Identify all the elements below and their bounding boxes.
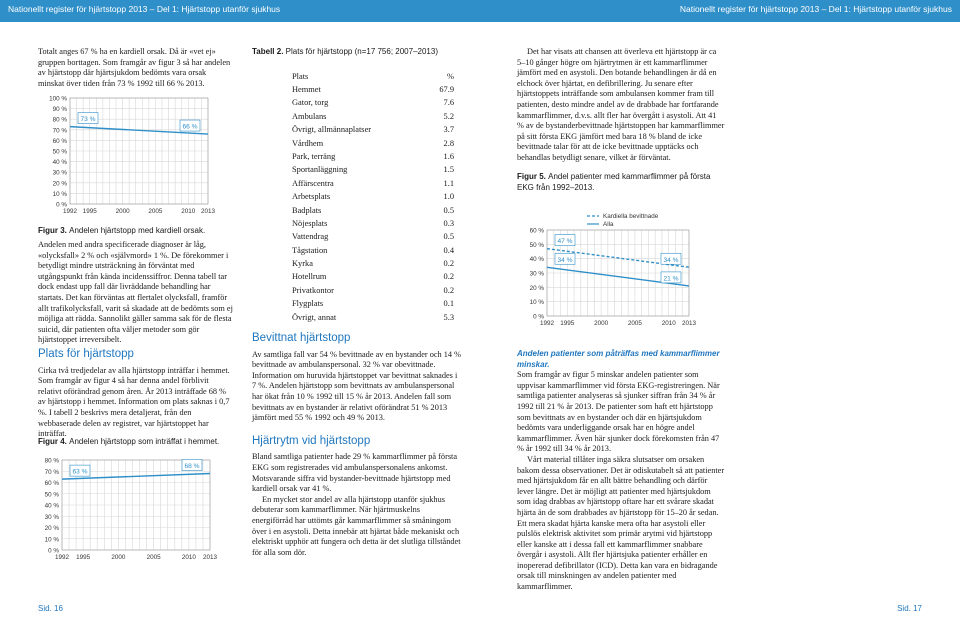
table-cell-place: Badplats — [292, 205, 322, 215]
column-3-top — [517, 47, 725, 164]
figure-5-chart — [517, 200, 707, 332]
table-cell-place: Hemmet — [292, 84, 321, 94]
witnessed-heading: Bevittnat hjärtstopp — [252, 332, 351, 344]
table-cell-percent: 67.9 — [439, 84, 454, 94]
y-tick-label: 60 % — [52, 137, 67, 145]
col3-body3: Vårt material tillåter inga säkra slutsatser om orsaken bakom dessa observationer. Det är odiskutabelt så att patienter med hjärtsjukdom får en allt bättre behandling och därför lever längre. Det är möjligt att patienter med hjärtsjukdom som idag drabbas av hjärtstopp oftare har ett svårare skadat hjärta än de som drabbades av hjärtstopp för 15–20 år sedan. Ett mera skadat hjärta kanske mera ofta har asystoli eller pulslös elektrisk aktivitet som primär arytmi vid hjärtstopp eller kanske att i dessa fall ett kammarflimmer snabbare övergår i asystoli. Allt fler hjärtsjuka patienter erhåller en inopererad defibrillator (ICD). Detta kan vara en bidragande orsak till minskningen av andelen patienter med kammarflimmer. — [517, 454, 725, 592]
table-row — [292, 206, 454, 219]
table-cell-place: Arbetsplats — [292, 192, 331, 202]
y-tick-label: 60 % — [44, 480, 59, 487]
x-tick-label: 2000 — [115, 208, 130, 215]
table-row — [292, 246, 454, 259]
table-row — [292, 139, 454, 152]
y-tick-label: 20 % — [529, 284, 544, 292]
table-cell-percent: 0.2 — [443, 285, 454, 295]
table-cell-place: Tågstation — [292, 245, 328, 255]
witnessed-body: Av samtliga fall var 54 % bevittnade av en bystander och 14 % bevittnade av ambulanspersonal. 32 % var obevittnade. Information om huruvida hjärtstoppet var bevittnat saknades i 7 %. Andelen hjärtstopp som bevittnats av ambulanspersonal har ökat från 10 % 1992 till 15 % år 2013. Andelen fall som bevittnats av en bystander är relativt oförändrat 51 % 2013 jämfört med 55 % 1992 och 49 % 2013. — [252, 349, 462, 423]
y-tick-label: 10 % — [529, 299, 544, 307]
figure-4-caption — [38, 437, 238, 448]
col3-body1: Det har visats att chansen att överleva ett hjärtstopp är ca 5–10 gånger högre om hjärtrytmen är ett kammarflimmer jämfört med en asystoli. Den botande behandlingen är då en elchock över hjärtat, en defibrillering. Ju senare efter hjärtstoppets inträffande som ambulansen kommer fram till patienten, desto mindre andel av de drabbade har fortfarande kammarflimmer, d.v.s. allt fler har övergått i asystoli. Att 41 % av de bystanderbevittnade hjärtstoppen har kammarflimmer på sitt första EKG jämfört med bara 18 % bland de icke bevittnade talar för att de icke bevittnade upptäcks och behandlas betydligt senare, vilket är förväntat. — [517, 47, 725, 162]
y-tick-label: 40 % — [529, 256, 544, 264]
figure-3-caption-text: Andelen hjärtstopp med kardiell orsak. — [69, 226, 206, 235]
y-tick-label: 10 % — [52, 190, 67, 198]
header-right-title: Nationellt register för hjärtstopp 2013 – Del 1: Hjärtstopp utanför sjukhus — [679, 4, 952, 14]
x-tick-label: 1995 — [560, 320, 575, 327]
table-cell-place: Privatkontor — [292, 285, 334, 295]
y-tick-label: 80 % — [52, 116, 67, 124]
data-label: 34 % — [557, 256, 573, 264]
data-label: 34 % — [663, 256, 679, 264]
table-cell-place: Ambulans — [292, 111, 327, 121]
x-tick-label: 2013 — [681, 320, 697, 327]
table-row — [292, 98, 454, 111]
legend-label: Kardiella bevittnade — [603, 213, 659, 221]
table-cell-percent: 7.6 — [443, 98, 454, 108]
table-row — [292, 112, 454, 125]
table-cell-percent: 0.3 — [443, 218, 454, 228]
x-tick-label: 2010 — [661, 320, 676, 327]
page-number-left: Sid. 16 — [38, 604, 63, 613]
page-header-band — [0, 0, 960, 22]
table-cell-percent: 5.3 — [443, 312, 454, 322]
y-tick-label: 20 % — [52, 180, 67, 188]
x-tick-label: 2005 — [146, 554, 161, 561]
table-cell-percent: 1.0 — [443, 192, 454, 202]
table-row — [292, 192, 454, 205]
x-tick-label: 2010 — [181, 208, 196, 215]
table-cell-percent: 0.1 — [443, 299, 454, 309]
column-3-bottom — [517, 349, 725, 593]
col3-body2: Som framgår av figur 5 minskar andelen patienter som uppvisar kammarflimmer vid första EKG-registreringen. När samtliga patienter analyseras så sjunker siffran från 34 % år 1992 till 21 % år 2013. De patienter som haft ett hjärtstopp som bevittnats av en bystander och där en hjärtsjukdom bedömts vara underliggande orsak har en högre andel kammarflimmer. Även här sjunker dock förekomsten från 47 % år 1992 till 34 % år 2013. — [517, 370, 720, 454]
col1-body-text: Andelen med andra specificerade diagnoser är låg, «olycksfall» 2 % och «självmord» 1 %. De förekommer i betydligt mindre utsträckning än förväntat med utgångspunkt från kända incidenssiffror. Denna tabell tar dock endast upp fall där livräddande behandling har startats. Det kan förväntas att flertalet olycksfall, framför allt trafikolycksfall, varit så skadade att de bedömts som ej möjliga att rädda. Sannolikt gäller samma sak för de flesta suicid, där patienten ofta väljer metoder som gör hjärtstoppet irreversibelt. — [38, 240, 233, 345]
y-tick-label: 90 % — [52, 106, 67, 114]
table-cell-percent: 0.5 — [443, 205, 454, 215]
figure-5-caption — [517, 172, 725, 193]
table-row — [292, 179, 454, 192]
x-tick-label: 2010 — [181, 554, 196, 561]
table-cell-percent: 0.4 — [443, 245, 454, 255]
table-cell-percent: 0.5 — [443, 232, 454, 242]
table-cell-place: Kyrka — [292, 259, 313, 269]
data-label: 68 % — [184, 463, 200, 470]
table-cell-place: Sportanläggning — [292, 165, 348, 175]
rhythm-heading: Hjärtrytm vid hjärtstopp — [252, 434, 371, 447]
column-2-text — [252, 333, 462, 558]
figure-4-label: Figur 4. — [38, 437, 67, 446]
rhythm-body-2: En mycket stor andel av alla hjärtstopp utanför sjukhus debuterar som kammarflimmer. När hjärtmuskelns energiförråd har uttömts går kammarflimmer så småningom över i en asystoli. Detta innebär att hjärtat både mekaniskt och elektriskt upphör att fungera och detta är det slutliga tillståndet för alla som dör. — [252, 494, 461, 557]
y-tick-label: 100 % — [49, 95, 67, 103]
table-cell-place: Övrigt, annat — [292, 312, 337, 322]
page-number-right: Sid. 17 — [897, 604, 922, 613]
col1-body2-text: Cirka två tredjedelar av alla hjärtstopp inträffar i hemmet. Som framgår av figur 4 så har denna andel förblivit relativt oförändrad genom åren. År 2013 inträffade 68 % av hjärtstopp i hemmet. Information om plats saknas i 0,7 %. I tabell 2 beskrivs mera detaljerat, från den webbaserade delen av registret, var hjärtstoppet har inträffat. — [38, 365, 230, 439]
place-heading: Plats för hjärtstopp — [38, 348, 134, 360]
table-header-row — [292, 72, 454, 85]
y-tick-label: 20 % — [44, 525, 59, 532]
col1-intro: Totalt anges 67 % ha en kardiell orsak. Då är «vet ej» gruppen borttagen. Som framgår av figur 3 så har andelen av hjärtstopp där hjärtsjukdom bedömts vara orsak minskat över tiden från 73 % 1992 till 66 % 2013. — [38, 47, 231, 88]
header-percent: % — [447, 71, 454, 81]
table-cell-percent: 1.6 — [443, 151, 454, 161]
y-tick-label: 30 % — [529, 270, 544, 278]
data-label: 21 % — [663, 275, 679, 283]
y-tick-label: 30 % — [52, 169, 67, 177]
table-cell-percent: 1.1 — [443, 178, 454, 188]
x-tick-label: 1992 — [62, 208, 78, 215]
table-row — [292, 286, 454, 299]
header-place: Plats — [292, 71, 309, 81]
y-tick-label: 50 % — [52, 148, 67, 156]
table-cell-place: Gator, torg — [292, 98, 329, 108]
y-tick-label: 50 % — [44, 491, 59, 499]
figure-5-label: Figur 5. — [517, 172, 546, 181]
x-tick-label: 2005 — [148, 208, 163, 215]
header-left-title: Nationellt register för hjärtstopp 2013 – Del 1: Hjärtstopp utanför sjukhus — [8, 4, 281, 14]
table-row — [292, 272, 454, 285]
x-tick-label: 2013 — [202, 554, 218, 561]
col1-body — [38, 240, 233, 346]
table-cell-place: Affärscentra — [292, 178, 334, 188]
rhythm-body: Bland samtliga patienter hade 29 % kammarflimmer på första EKG som registrerades vid ambulanspersonalens ankomst. Motsvarande siffra vid bystander-bevittnade hjärtstopp med kardiell orsak var 41 %. — [252, 452, 458, 494]
figure-3-caption — [38, 226, 238, 237]
x-tick-label: 2013 — [200, 208, 216, 215]
legend-label: Alla — [603, 221, 614, 229]
table-cell-percent: 0.2 — [443, 272, 454, 282]
table-row — [292, 152, 454, 165]
y-tick-label: 70 % — [44, 468, 59, 476]
y-tick-label: 50 % — [529, 241, 544, 249]
table-2 — [252, 47, 462, 326]
table-cell-percent: 2.8 — [443, 138, 454, 148]
table-cell-percent: 5.2 — [443, 111, 454, 121]
x-tick-label: 1995 — [82, 208, 97, 215]
x-tick-label: 2005 — [627, 320, 642, 327]
y-tick-label: 10 % — [44, 536, 59, 544]
y-tick-label: 0 % — [533, 313, 544, 321]
table-cell-place: Övrigt, allmännaplatser — [292, 125, 372, 135]
figure-3-label: Figur 3. — [38, 226, 67, 235]
y-tick-label: 30 % — [44, 513, 59, 521]
y-tick-label: 0 % — [48, 547, 59, 555]
x-tick-label: 2000 — [594, 320, 609, 327]
y-tick-label: 60 % — [529, 227, 544, 235]
figure-4-chart — [38, 456, 233, 564]
table-2-label: Tabell 2. — [252, 47, 284, 56]
table-row — [292, 299, 454, 312]
table-row — [292, 125, 454, 138]
vf-subheading: Andelen patienter som påträffas med kammarflimmer minskar. — [517, 349, 720, 369]
table-cell-place: Park, terräng — [292, 151, 336, 161]
y-tick-label: 80 % — [44, 457, 59, 465]
x-tick-label: 1992 — [539, 320, 555, 327]
figure-5-caption-text: Andel patienter med kammarflimmer på första EKG från 1992–2013. — [517, 172, 711, 192]
y-tick-label: 0 % — [56, 201, 67, 209]
table-row — [292, 259, 454, 272]
table-cell-place: Flygplats — [292, 299, 324, 309]
table-cell-percent: 0.2 — [443, 259, 454, 269]
table-row — [292, 313, 454, 326]
column-1 — [38, 47, 233, 89]
y-tick-label: 40 % — [44, 502, 59, 510]
data-label: 47 % — [557, 238, 573, 246]
figure-3-chart — [38, 94, 233, 220]
table-row — [292, 165, 454, 178]
data-label: 63 % — [72, 468, 88, 476]
y-tick-label: 40 % — [52, 159, 67, 167]
table-row — [292, 219, 454, 232]
col1-section — [38, 349, 233, 440]
figure-4-caption-text: Andelen hjärtstopp som inträffat i hemmet. — [69, 437, 220, 446]
y-tick-label: 70 % — [52, 127, 67, 135]
table-cell-place: Vattendrag — [292, 232, 329, 242]
x-tick-label: 1995 — [76, 554, 91, 561]
table-cell-percent: 1.5 — [443, 165, 454, 175]
table-2-title: Plats för hjärtstopp (n=17 756; 2007–2013) — [285, 47, 438, 56]
x-tick-label: 2000 — [111, 554, 126, 561]
table-cell-place: Vårdhem — [292, 138, 324, 148]
data-label: 66 % — [182, 123, 198, 131]
table-cell-percent: 3.7 — [443, 125, 454, 135]
table-cell-place: Hotellrum — [292, 272, 327, 282]
data-label: 73 % — [80, 116, 96, 124]
place-table — [292, 72, 454, 326]
x-tick-label: 1992 — [54, 554, 70, 561]
table-row — [292, 232, 454, 245]
table-cell-place: Nöjesplats — [292, 218, 328, 228]
table-row — [292, 85, 454, 98]
